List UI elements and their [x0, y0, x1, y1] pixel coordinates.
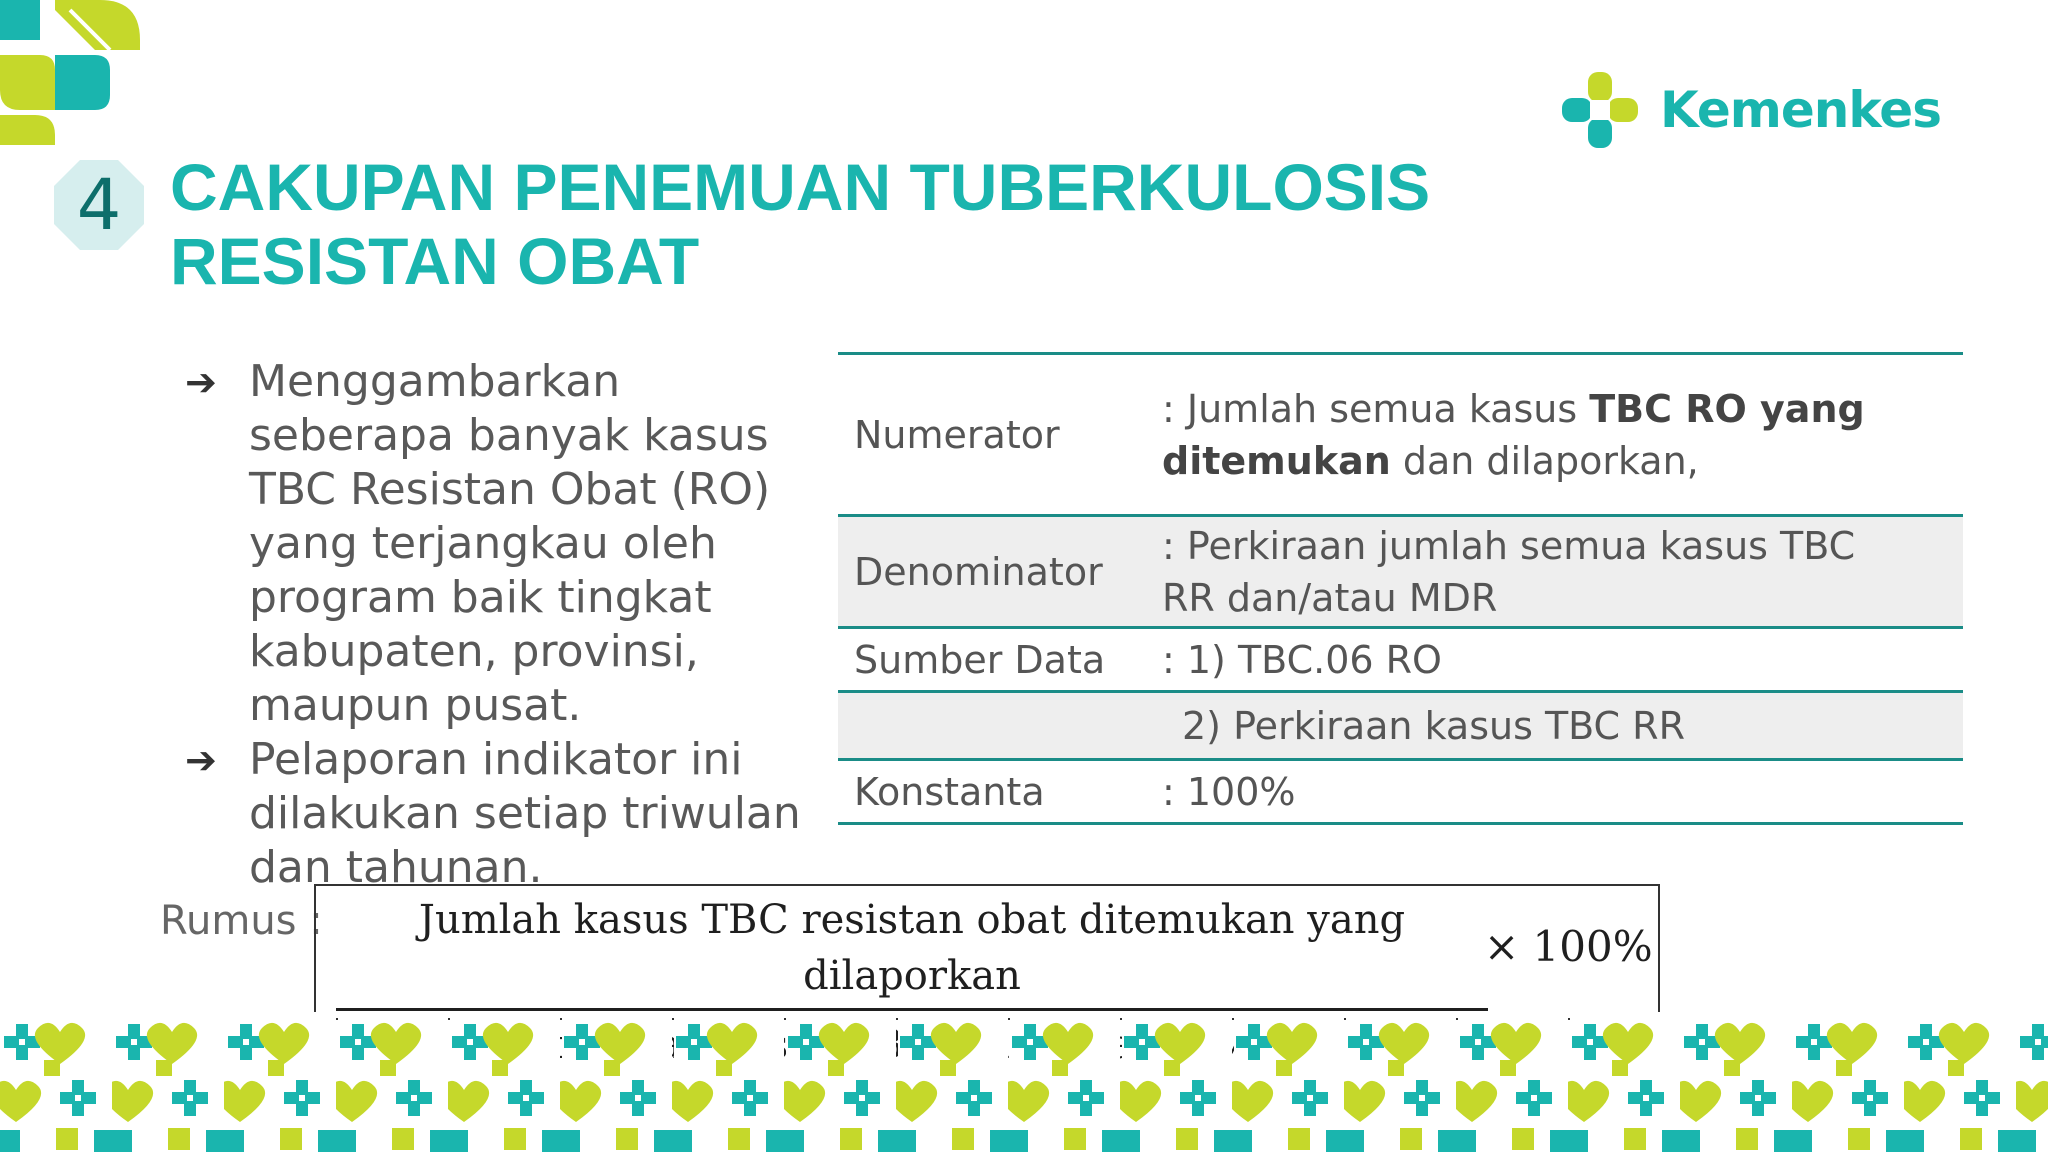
konstanta-value: : 100% — [1162, 769, 1296, 814]
numerator-prefix: : Jumlah semua kasus — [1162, 386, 1590, 431]
slide-number-badge — [54, 160, 144, 250]
arrow-right-icon: ➔ — [185, 360, 217, 404]
kemenkes-logo-icon — [1560, 70, 1640, 150]
bullet-list — [185, 355, 825, 895]
table-row-denominator — [838, 516, 1963, 628]
kemenkes-logo — [1560, 70, 1941, 150]
denominator-label: Denominator — [854, 549, 1103, 594]
sumber-value-1: : 1) TBC.06 RO — [1162, 637, 1442, 682]
indicator-table — [838, 352, 1963, 825]
formula-numerator: Jumlah kasus TBC resistan obat ditemukan yang dilaporkan — [418, 897, 1406, 999]
bullet-text: Pelaporan indikator ini dilakukan setiap triwulan dan tahunan. — [249, 734, 801, 893]
numerator-bold: TBC RO yang ditemukan — [1162, 386, 1865, 483]
fraction-bar — [336, 1008, 1488, 1011]
numerator-suffix: dan dilaporkan, — [1390, 438, 1699, 483]
sumber-label: Sumber Data — [854, 637, 1106, 682]
list-item — [185, 733, 825, 895]
empty-cell — [838, 692, 1146, 760]
brand-name: Kemenkes — [1660, 81, 1941, 139]
sumber-value-2: 2) Perkiraan kasus TBC RR — [1182, 703, 1685, 748]
slide-number: 4 — [76, 164, 122, 246]
title-line-1: CAKUPAN PENEMUAN TUBERKULOSIS — [170, 150, 1431, 224]
table-row-sumber — [838, 628, 1963, 692]
numerator-value — [1146, 354, 1963, 516]
formula-multiplier: × 100% — [1484, 922, 1653, 971]
title-line-2: RESISTAN OBAT — [170, 224, 700, 298]
denominator-line-1: : Perkiraan jumlah semua kasus TBC — [1162, 523, 1856, 568]
numerator-label: Numerator — [854, 412, 1060, 457]
denominator-value — [1146, 516, 1963, 628]
table-row-sumber-2 — [838, 692, 1963, 760]
formula-label: Rumus : — [160, 898, 323, 944]
table-row-numerator — [838, 354, 1963, 516]
konstanta-label: Konstanta — [854, 769, 1045, 814]
list-item — [185, 355, 825, 733]
page-title — [170, 150, 1430, 298]
corner-decoration — [0, 0, 150, 150]
formula-box — [314, 884, 1660, 1020]
table-row-konstanta — [838, 760, 1963, 824]
bullet-text: Menggambarkan seberapa banyak kasus TBC Resistan Obat (RO) yang terjangkau oleh program baik tingkat kabupaten, provinsi, maupun pusat. — [249, 356, 771, 731]
arrow-right-icon: ➔ — [185, 738, 217, 782]
denominator-line-2: RR dan/atau MDR — [1162, 575, 1498, 620]
bottom-pattern — [0, 1012, 2048, 1152]
